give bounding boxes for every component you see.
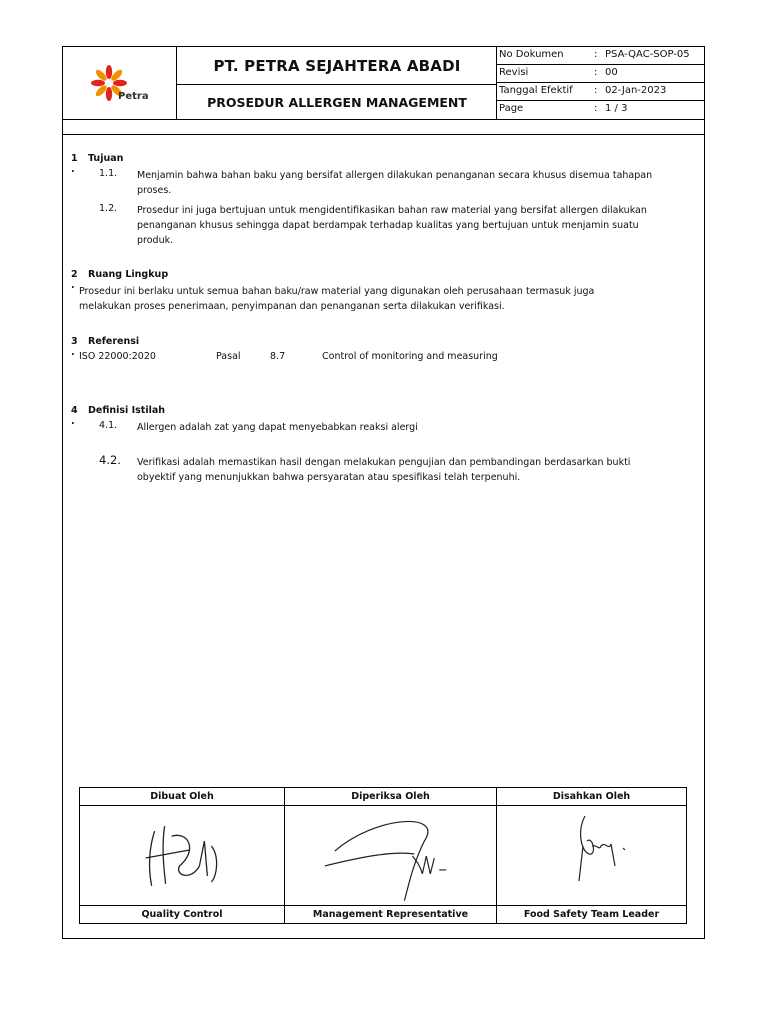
meta-label: No Dokumen [499, 49, 564, 60]
signature-drawing [497, 806, 686, 905]
meta-label: Revisi [499, 67, 529, 78]
meta-row-doc-number [497, 47, 704, 65]
section-number: 3 . [71, 336, 78, 358]
signature-role-header: Disahkan Oleh [497, 788, 686, 806]
meta-row-page [497, 101, 704, 119]
signature-role-header: Dibuat Oleh [80, 788, 284, 806]
signature-role-footer: Quality Control [80, 905, 284, 923]
section-number: 4 . [71, 405, 78, 427]
meta-value: 00 [605, 67, 618, 78]
title-cell [177, 47, 497, 119]
meta-row-effective-date [497, 83, 704, 101]
signature-cell-reviewed [285, 788, 497, 923]
section-title: Ruang Lingkup [88, 269, 169, 280]
item-text: Prosedur ini juga bertujuan untuk mengidentifikasikan bahan raw material yang bersifat allergen dilakukan penanganan khusus sehingga dapat berdampak terhadap kualitas yang bertujuan untuk menjamin suatu produk. [137, 205, 647, 246]
item-text: Allergen adalah zat yang dapat menyebabkan reaksi alergi [137, 422, 418, 433]
reference-standard: ISO 22000:2020 [79, 351, 156, 362]
meta-separator: : [594, 49, 598, 60]
item-number: 1.1. [99, 168, 118, 179]
meta-label: Page [499, 103, 524, 114]
document-meta [497, 47, 704, 119]
logo-text: Petra [118, 91, 149, 102]
meta-value: 02-Jan-2023 [605, 85, 667, 96]
signature-cell-prepared [80, 788, 285, 923]
meta-separator: : [594, 85, 598, 96]
signature-table [79, 787, 687, 924]
reference-pasal: Pasal [216, 351, 241, 362]
section-title: Definisi Istilah [88, 405, 166, 416]
meta-separator: : [594, 67, 598, 78]
header-divider [63, 119, 704, 135]
section-paragraph: Prosedur ini berlaku untuk semua bahan baku/raw material yang digunakan oleh perusahaan termasuk juga melakukan proses penerimaan, penyimpanan dan penanganan serta dilakukan verifikasi. [79, 286, 595, 312]
document-title: PROSEDUR ALLERGEN MANAGEMENT [207, 94, 467, 110]
logo-cell [63, 47, 177, 119]
meta-value: 1 / 3 [605, 103, 628, 114]
section-number: 2 . [71, 269, 78, 291]
reference-description: Control of monitoring and measuring [322, 351, 498, 362]
document-header [63, 47, 704, 119]
section-title: Referensi [88, 336, 140, 347]
item-number: 1.2. [99, 203, 118, 214]
item-text: Menjamin bahwa bahan baku yang bersifat allergen dilakukan penanganan secara khusus disemua tahapan proses. [137, 170, 653, 196]
section-number: 1 . [71, 153, 78, 175]
signature-role-footer: Food Safety Team Leader [497, 905, 686, 923]
signature-drawing [80, 806, 284, 905]
item-number: 4.2. [99, 453, 121, 467]
signature-role-header: Diperiksa Oleh [285, 788, 496, 806]
item-number: 4.1. [99, 420, 118, 431]
company-name: PT. PETRA SEJAHTERA ABADI [177, 47, 497, 85]
signature-cell-approved [497, 788, 686, 923]
meta-value: PSA-QAC-SOP-05 [605, 49, 690, 60]
meta-label: Tanggal Efektif [499, 85, 573, 96]
meta-row-revision [497, 65, 704, 83]
reference-clause: 8.7 [270, 351, 286, 362]
section-title: Tujuan [88, 153, 124, 164]
document-page [62, 46, 705, 939]
item-text: Verifikasi adalah memastikan hasil dengan melakukan pengujian dan pembandingan berdasarkan bukti obyektif yang menunjukkan bahwa persyaratan atau spesifikasi telah terpenuhi. [137, 457, 631, 483]
signature-drawing [285, 806, 496, 905]
signature-role-footer: Management Representative [285, 905, 496, 923]
meta-separator: : [594, 103, 598, 114]
